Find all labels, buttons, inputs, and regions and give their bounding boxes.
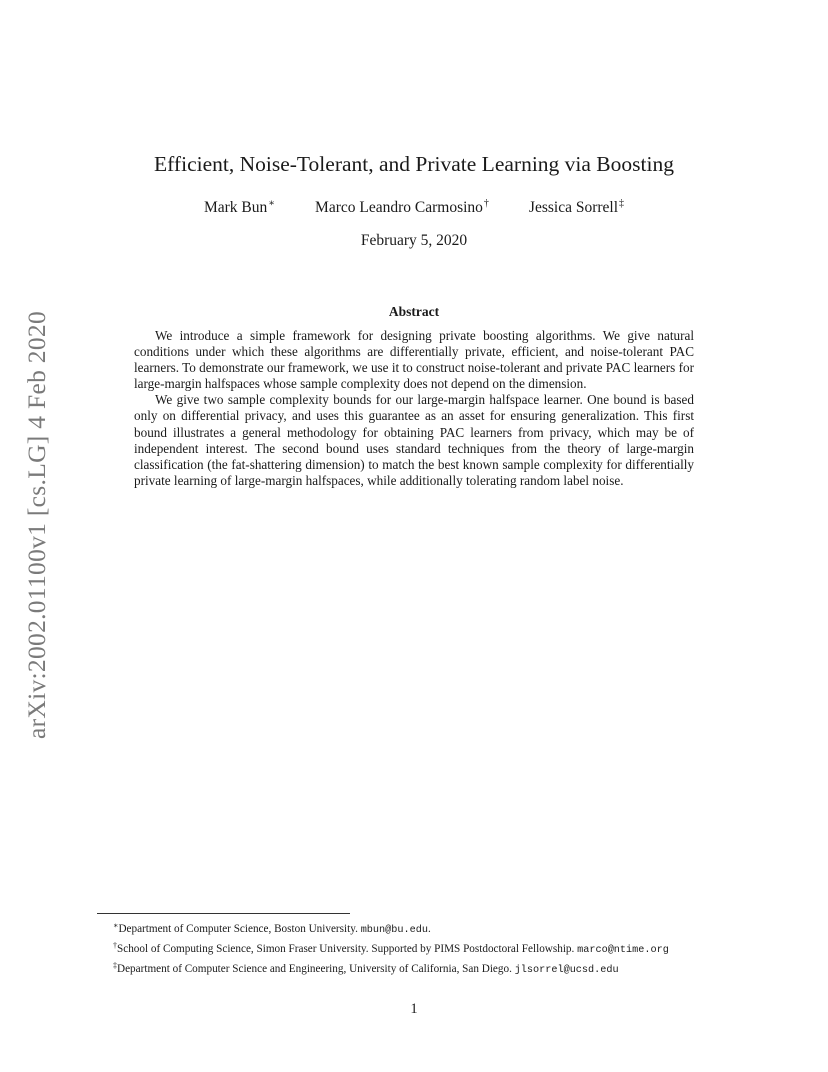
abstract-heading: Abstract [388, 304, 440, 319]
footnote [97, 918, 731, 938]
footnote [97, 938, 731, 958]
author [315, 198, 489, 217]
arxiv-identifier-margin [24, 295, 50, 755]
author-footnote-mark: † [483, 198, 489, 209]
abstract-paragraph: We give two sample complexity bounds for our large-margin halfspace learner. One bound is based only on differential privacy, and uses this guarantee as an asset for ensuring generalization. This first bound illustrates a general methodology for obtaining PAC learners from privacy, which may be of independent interest. The second bound uses standard techniques from the theory of large-margin classification (the fat-shattering dimension) to match the best known sample complexity for differentially private learning of large-margin halfspaces, while additionally tolerating random label noise. [134, 392, 694, 488]
footnote-mark: ‡ [113, 961, 117, 970]
author-footnote-mark: ‡ [619, 198, 625, 209]
footnote-text: Department of Computer Science and Engineering, University of California, San Diego. [117, 963, 515, 975]
page-number: 1 [410, 1001, 418, 1017]
author-list [0, 198, 828, 217]
arxiv-identifier: arXiv:2002.01100v1 [cs.LG] 4 Feb 2020 [22, 310, 52, 740]
author-footnote-mark: ∗ [268, 198, 276, 209]
footnote-text: School of Computing Science, Simon Fraser University. Supported by PIMS Postdoctoral Fellowship. [117, 943, 578, 955]
footnote-mark: † [113, 941, 117, 950]
footnotes [97, 918, 731, 978]
footnote-divider [97, 913, 350, 914]
author [204, 198, 275, 217]
author-name: Marco Leandro Carmosino [315, 199, 483, 216]
footnote [97, 958, 731, 978]
author-name: Mark Bun [203, 199, 268, 216]
footnote-email[interactable]: mbun@bu.edu [360, 925, 428, 936]
footnote-email[interactable]: jlsorrel@ucsd.edu [514, 965, 619, 976]
author [529, 198, 624, 217]
footnote-trailing: . [427, 923, 431, 935]
paper-title: Efficient, Noise-Tolerant, and Private Learning via Boosting [154, 152, 674, 176]
footnote-text: Department of Computer Science, Boston University. [118, 923, 361, 935]
paper-date: February 5, 2020 [360, 232, 468, 249]
footnote-email[interactable]: marco@ntime.org [577, 945, 669, 956]
author-name: Jessica Sorrell [528, 199, 619, 216]
footnote-mark: ∗ [113, 921, 119, 930]
abstract-paragraph: We introduce a simple framework for designing private boosting algorithms. We give natural conditions under which these algorithms are differentially private, efficient, and noise-tolerant PAC learners. To demonstrate our framework, we use it to construct noise-tolerant and private PAC learners for large-margin halfspaces whose sample complexity does not depend on the dimension. [134, 328, 694, 392]
abstract-body [134, 328, 694, 489]
